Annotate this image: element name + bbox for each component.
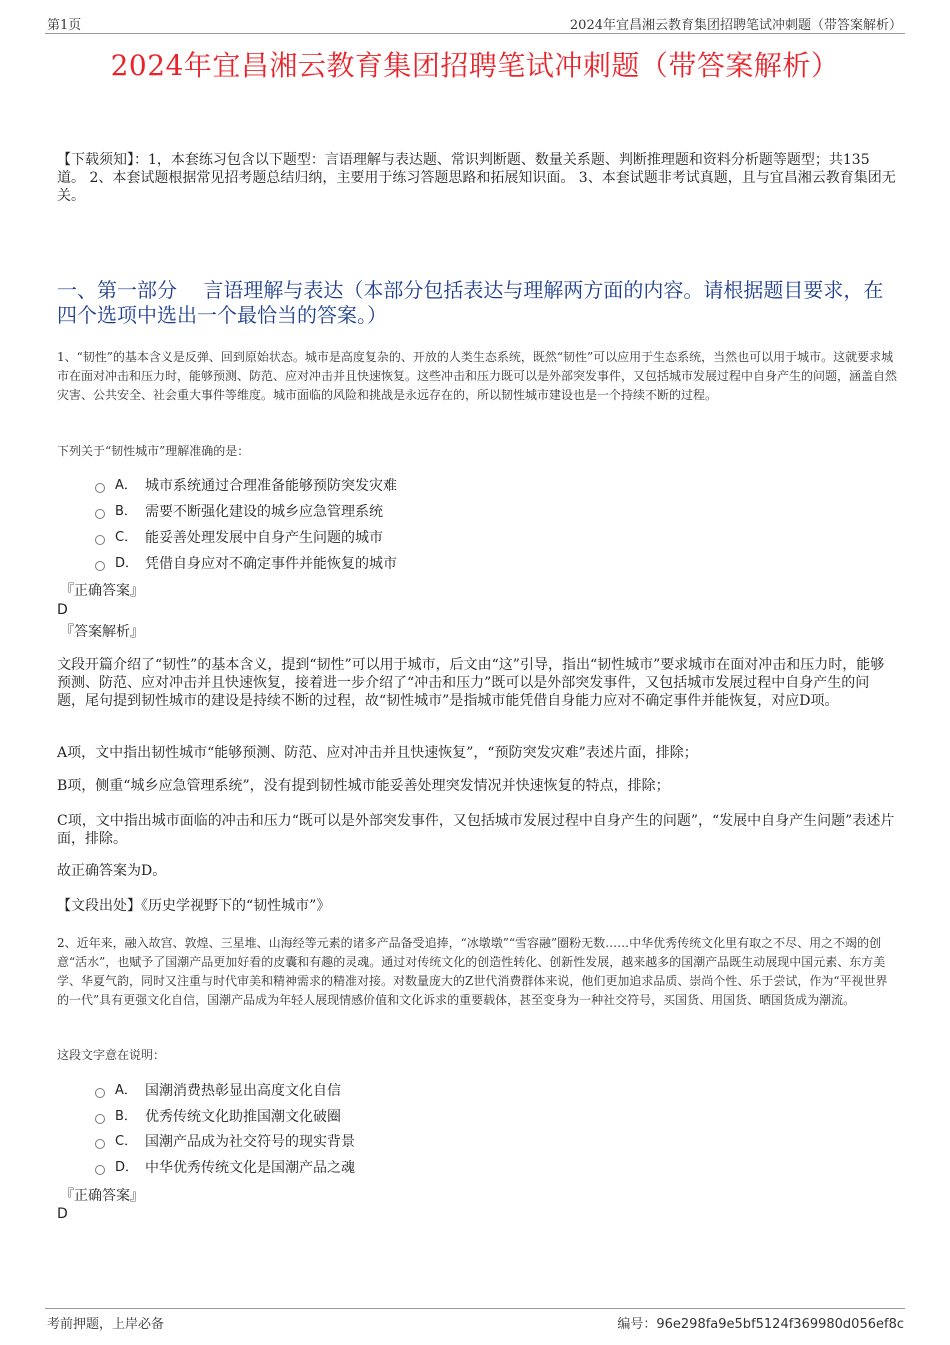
question-2-option-d[interactable] — [95, 1158, 355, 1178]
option-letter: B． — [115, 1109, 137, 1124]
option-text: 国潮产品成为社交符号的现实背景 — [145, 1134, 355, 1150]
analysis-paragraph: 文段开篇介绍了“韧性”的基本含义，提到“韧性”可以用于城市，后文由“这”引导，指出“韧性城市”要求城市在面对冲击和压力时，能够预测、防范、应对冲击并且快速恢复，接着进一步介绍了“冲击和压力”既可以是外部突发事件，又包括城市发展过程中自身产生的问题，尾句提到韧性城市的建设是持续不断的过程，故“韧性城市”是指城市能凭借自身能力应对不确定事件并能恢复，对应D项。 — [57, 657, 885, 709]
radio-icon[interactable] — [95, 561, 105, 571]
footer-slogan: 考前押题，上岸必备 — [47, 1317, 165, 1332]
question-1-option-b[interactable] — [95, 502, 383, 522]
option-letter: C． — [115, 530, 138, 545]
question-1-option-a[interactable] — [95, 476, 397, 496]
radio-icon[interactable] — [95, 1114, 105, 1124]
option-letter: A． — [115, 478, 137, 493]
question-2-answer-label: 『正确答案』 — [60, 1188, 144, 1204]
question-1-text: 1、“韧性”的基本含义是反弹、回到原始状态。城市是高度复杂的、开放的人类生态系统，既然“韧性”可以应用于生态系统，当然也可以用于城市。这就要求城市在面对冲击和压力时，能够预测、防范、应对冲击并且快速恢复。这些冲击和压力既可以是外部突发事件，又包括城市发展过程中自身产生的问题，涵盖自然灾害、公共安全、社会重大事件等维度。城市面临的风险和挑战是永远存在的，所以韧性城市建设也是一个持续不断的过程。 — [57, 350, 898, 402]
radio-icon[interactable] — [95, 1088, 105, 1098]
question-2-option-b[interactable] — [95, 1107, 341, 1127]
option-text: 凭借自身应对不确定事件并能恢复的城市 — [145, 556, 397, 572]
radio-icon[interactable] — [95, 509, 105, 519]
option-text: 城市系统通过合理准备能够预防突发灾难 — [145, 478, 397, 494]
radio-icon[interactable] — [95, 483, 105, 493]
question-1-analysis-label: 『答案解析』 — [60, 624, 144, 640]
page-title: 2024年宜昌湘云教育集团招聘笔试冲刺题（带答案解析） — [110, 49, 840, 82]
footer-divider — [45, 1308, 905, 1309]
option-text: 国潮消费热彰显出高度文化自信 — [145, 1083, 341, 1099]
footer-doc-id: 编号：96e298fa9e5bf5124f369980d056ef8c — [617, 1317, 904, 1332]
option-text: 能妥善处理发展中自身产生问题的城市 — [145, 530, 383, 546]
option-letter: A． — [115, 1083, 137, 1098]
radio-icon[interactable] — [95, 535, 105, 545]
analysis-paragraph: C项，文中指出城市面临的冲击和压力“既可以是外部突发事件，又包括城市发展过程中自身产生的问题”，“发展中自身产生问题”表述片面，排除。 — [57, 813, 895, 847]
option-letter: D． — [115, 1160, 139, 1175]
question-1-answer: D — [57, 602, 68, 618]
option-text: 中华优秀传统文化是国潮产品之魂 — [145, 1160, 355, 1176]
question-1-option-c[interactable] — [95, 528, 383, 548]
question-1-answer-label: 『正确答案』 — [60, 583, 144, 599]
page-number: 第1页 — [47, 18, 82, 33]
option-letter: B． — [115, 504, 137, 519]
download-notice: 【下载须知】：1，本套练习包含以下题型：言语理解与表达题、常识判断题、数量关系题、判断推理题和资料分析题等题型；共135道。 2、本套试题根据常见招考题总结归纳，主要用于练习答题思路和拓展知识面。 3、本套试题非考试真题，且与宜昌湘云教育集团无关。 — [57, 152, 896, 204]
option-letter: C． — [115, 1134, 138, 1149]
radio-icon[interactable] — [95, 1139, 105, 1149]
section-title: 一、第一部分 言语理解与表达（本部分包括表达与理解两方面的内容。请根据题目要求，在四个选项中选出一个最恰当的答案。） — [57, 278, 884, 327]
question-2-text: 2、近年来，融入故宫、敦煌、三星堆、山海经等元素的诸多产品备受追捧，“冰墩墩”“雪容融”圈粉无数……中华优秀传统文化里有取之不尽、用之不竭的创意“活水”，也赋予了国潮产品更加好看的皮囊和有趣的灵魂。通过对传统文化的创造性转化、创新性发展，越来越多的国潮产品既生动展现中国元素、东方美学、华夏气韵，同时又注重与时代审美和精神需求的精准对接。对数量庞大的Z世代消费群体来说，他们更加追求品质、崇尚个性、乐于尝试，作为“平视世界的一代”具有更强文化自信，国潮产品成为年轻人展现情感价值和文化诉求的重要载体，甚至变身为一种社交符号，买国货、用国货、晒国货成为潮流。 — [57, 936, 888, 1007]
question-2-answer: D — [57, 1206, 68, 1222]
question-2-option-a[interactable] — [95, 1081, 341, 1101]
option-letter: D． — [115, 556, 139, 571]
header-divider — [45, 33, 905, 34]
question-1-option-d[interactable] — [95, 554, 397, 574]
question-2-prompt: 这段文字意在说明： — [57, 1048, 166, 1062]
question-2-option-c[interactable] — [95, 1132, 355, 1152]
option-text: 优秀传统文化助推国潮文化破圈 — [145, 1109, 341, 1125]
option-text: 需要不断强化建设的城乡应急管理系统 — [145, 504, 383, 520]
question-1-source: 【文段出处】《历史学视野下的“韧性城市”》 — [57, 898, 331, 914]
header-doc-title: 2024年宜昌湘云教育集团招聘笔试冲刺题（带答案解析） — [569, 18, 902, 33]
question-1-prompt: 下列关于“韧性城市”理解准确的是： — [57, 444, 250, 458]
analysis-paragraph: A项，文中指出韧性城市“能够预测、防范、应对冲击并且快速恢复”，“预防突发灾难”表述片面，排除； — [57, 745, 698, 761]
analysis-paragraph: B项，侧重“城乡应急管理系统”，没有提到韧性城市能妥善处理突发情况并快速恢复的特点，排除； — [57, 778, 670, 794]
analysis-paragraph: 故正确答案为D。 — [57, 863, 167, 879]
radio-icon[interactable] — [95, 1165, 105, 1175]
